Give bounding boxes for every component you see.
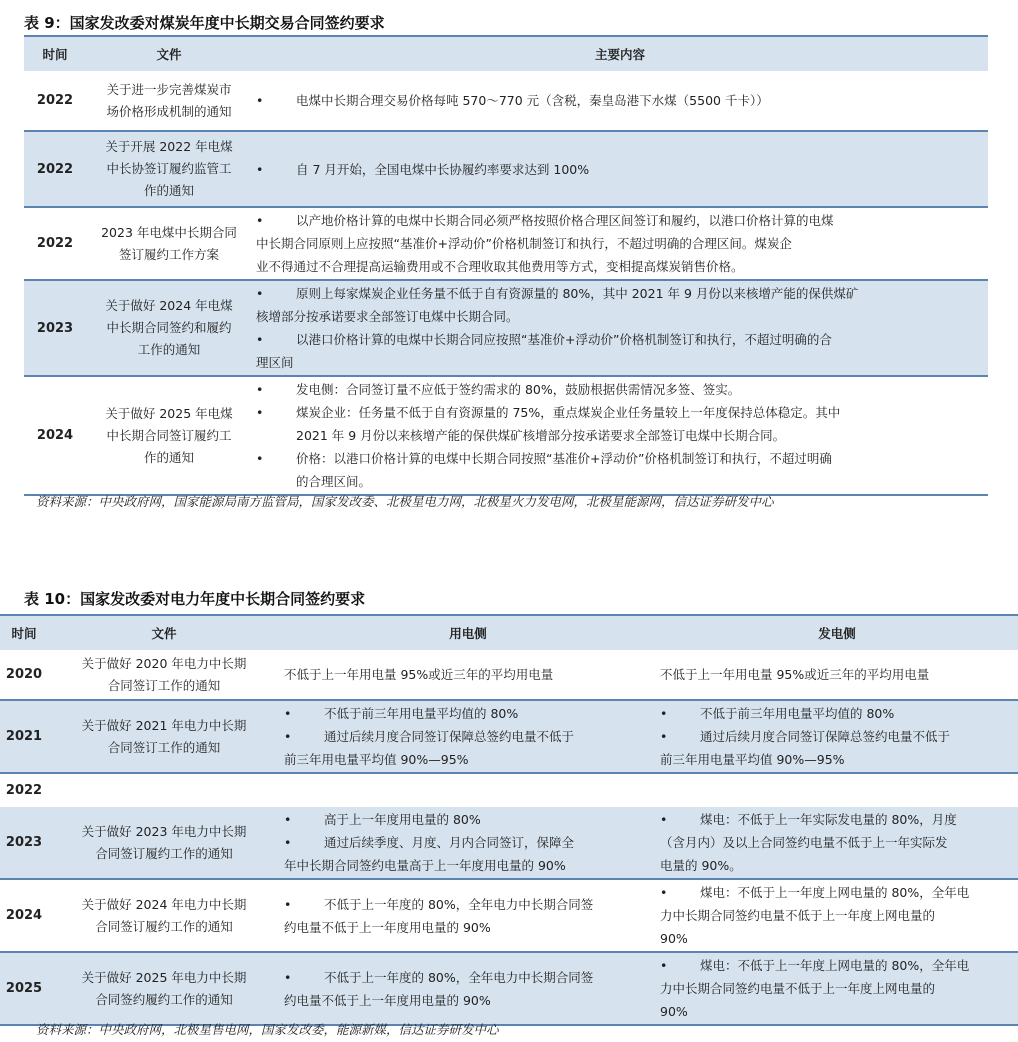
year-cell: 2022 xyxy=(24,131,86,207)
generation-cell: • 煤电：不低于上一年度上网电量的 80%，全年电 力中长期合同签约电量不低于上一年度上网电量的 90% xyxy=(656,879,1018,952)
consumption-cell: • 高于上一年度用电量的 80% • 通过后续季度、月度、月内合同签订，保障全 年中长期合同签约电量高于上一年度用电量的 90% xyxy=(280,807,656,879)
table9-title: 表 9：国家发改委对煤炭年度中长期交易合同签约要求 xyxy=(24,14,385,32)
document-cell: 关于做好 2024 年电力中长期 合同签订履约工作的通知 xyxy=(48,879,280,952)
document-cell: 关于做好 2025 年电煤 中长期合同签订履约工 作的通知 xyxy=(86,376,252,495)
year-cell: 2022 xyxy=(36,93,74,108)
table-row xyxy=(24,131,988,207)
year-cell: 2021 xyxy=(0,700,48,773)
year-cell: 2023 xyxy=(24,280,86,376)
generation-cell: • 不低于前三年用电量平均值的 80% • 通过后续月度合同签订保障总签约电量不低于 前三年用电量平均值 90%—95% xyxy=(656,700,1018,773)
generation-cell: • 煤电：不低于上一年实际发电量的 80%，月度 （含月内）及以上合同签约电量不低于上一年实际发 电量的 90%。 xyxy=(656,807,1018,879)
year-cell: 2022 xyxy=(0,773,48,807)
table-row xyxy=(24,376,988,495)
bullet-icon: • xyxy=(284,706,292,721)
table-row xyxy=(0,807,1018,879)
document-cell: 关于做好 2024 年电煤 中长期合同签约和履约 工作的通知 xyxy=(86,280,252,376)
bullet-icon: • xyxy=(256,405,264,420)
bullet-icon: • xyxy=(284,812,292,827)
document-cell: 关于做好 2020 年电力中长期 合同签订工作的通知 xyxy=(81,655,247,693)
document-cell: 关于做好 2023 年电力中长期 合同签订履约工作的通知 xyxy=(48,807,280,879)
generation-cell: 不低于上一年用电量 95%或近三年的平均用电量 xyxy=(660,667,930,682)
document-cell: 关于做好 2025 年电力中长期 合同签约履约工作的通知 xyxy=(48,952,280,1025)
year-cell: 2024 xyxy=(0,879,48,952)
year-cell: 2025 xyxy=(0,952,48,1025)
table10-title: 表 10：国家发改委对电力年度中长期合同签约要求 xyxy=(24,590,366,608)
table-row xyxy=(0,773,1018,807)
year-cell: 2022 xyxy=(24,207,86,280)
header-time: 时间 xyxy=(0,615,48,650)
consumption-cell: • 不低于上一年度的 80%，全年电力中长期合同签 约电量不低于上一年度用电量的 90% xyxy=(280,952,656,1025)
table9-source: 资料来源：中央政府网，国家能源局南方监管局，国家发改委、北极星电力网，北极星火力发电网，北极星能源网，信达证券研发中心 xyxy=(36,494,774,509)
year-cell: 2024 xyxy=(24,376,86,495)
table-row xyxy=(0,700,1018,773)
table-row xyxy=(24,207,988,280)
consumption-cell: • 不低于前三年用电量平均值的 80% • 通过后续月度合同签订保障总签约电量不低于 前三年用电量平均值 90%—95% xyxy=(280,700,656,773)
content-cell: • 发电侧：合同签订量不应低于签约需求的 80%，鼓励根据供需情况多签、签实。 • 煤炭企业：任务量不低于自有资源量的 75%，重点煤炭企业任务量较上一年度保持总体稳定。其中 2021 年 9 月份以来核增产能的保供煤矿核增部分按承诺要求全部签订电煤中长期合同。 • 价格：以港口价格计算的电煤中长期合同按照“基准价+浮动价”价格机制签订和执行，不超过明确 的合理区间。 xyxy=(252,376,988,495)
document-cell: 2023 年电煤中长期合同 签订履约工作方案 xyxy=(86,207,252,280)
bullet-icon: • xyxy=(256,451,264,466)
content-cell: • 以产地价格计算的电煤中长期合同必须严格按照价格合理区间签订和履约，以港口价格计算的电煤 中长期合同原则上应按照“基准价+浮动价”价格机制签订和执行，不超过明确的合理区间。煤炭企 业不得通过不合理提高运输费用或不合理收取其他费用等方式，变相提高煤炭销售价格。 xyxy=(252,207,988,280)
bullet-icon: • xyxy=(256,213,264,228)
bullet-icon: • xyxy=(284,835,292,850)
bullet-icon: • xyxy=(660,706,668,721)
content-cell: • 自 7 月开始，全国电煤中长协履约率要求达到 100% xyxy=(252,131,988,207)
header-generation-side: 发电侧 xyxy=(656,615,1018,650)
content-cell: • 原则上每家煤炭企业任务量不低于自有资源量的 80%，其中 2021 年 9 月份以来核增产能的保供煤矿 核增部分按承诺要求全部签订电煤中长期合同。 • 以港口价格计算的电煤中长期合同应按照“基准价+浮动价”价格机制签订和执行，不超过明确的合 理区间 xyxy=(252,280,988,376)
table10 xyxy=(0,614,1018,1026)
bullet-icon: • xyxy=(284,729,292,744)
bullet-icon: • xyxy=(256,382,264,397)
year-cell: 2023 xyxy=(0,807,48,879)
bullet-icon: • xyxy=(660,958,668,973)
bullet-icon: • xyxy=(660,729,668,744)
year-cell: 2020 xyxy=(5,667,43,682)
table9 xyxy=(24,35,988,496)
document-cell: 关于做好 2021 年电力中长期 合同签订工作的通知 xyxy=(48,700,280,773)
table10-source: 资料来源：中央政府网，北极星售电网，国家发改委，能源新媒，信达证券研发中心 xyxy=(36,1022,499,1037)
header-document: 文件 xyxy=(48,615,280,650)
header-main-content: 主要内容 xyxy=(252,36,988,71)
content-cell: • 电煤中长期合理交易价格每吨 570～770 元（含税，秦皇岛港下水煤（5500 千卡）） xyxy=(252,71,988,131)
bullet-icon: • xyxy=(660,812,668,827)
bullet-icon: • xyxy=(256,161,264,177)
consumption-cell: • 不低于上一年度的 80%，全年电力中长期合同签 约电量不低于上一年度用电量的 90% xyxy=(280,879,656,952)
document-cell: 关于开展 2022 年电煤 中长协签订履约监管工 作的通知 xyxy=(86,131,252,207)
bullet-icon: • xyxy=(284,969,292,985)
consumption-cell: 不低于上一年用电量 95%或近三年的平均用电量 xyxy=(284,667,554,682)
bullet-icon: • xyxy=(256,286,264,301)
table-row xyxy=(24,280,988,376)
bullet-icon: • xyxy=(256,93,264,108)
table-row xyxy=(0,952,1018,1025)
table-row xyxy=(0,650,1018,700)
header-document: 文件 xyxy=(86,36,252,71)
bullet-icon: • xyxy=(256,332,264,347)
header-time: 时间 xyxy=(24,36,86,71)
generation-cell: • 煤电：不低于上一年度上网电量的 80%，全年电 力中长期合同签约电量不低于上一年度上网电量的 90% xyxy=(656,952,1018,1025)
table-row xyxy=(0,879,1018,952)
document-cell: 关于进一步完善煤炭市 场价格形成机制的通知 xyxy=(106,81,232,119)
bullet-icon: • xyxy=(660,885,668,900)
bullet-icon: • xyxy=(284,896,292,912)
table-row xyxy=(24,71,988,131)
header-consumption-side: 用电侧 xyxy=(280,615,656,650)
